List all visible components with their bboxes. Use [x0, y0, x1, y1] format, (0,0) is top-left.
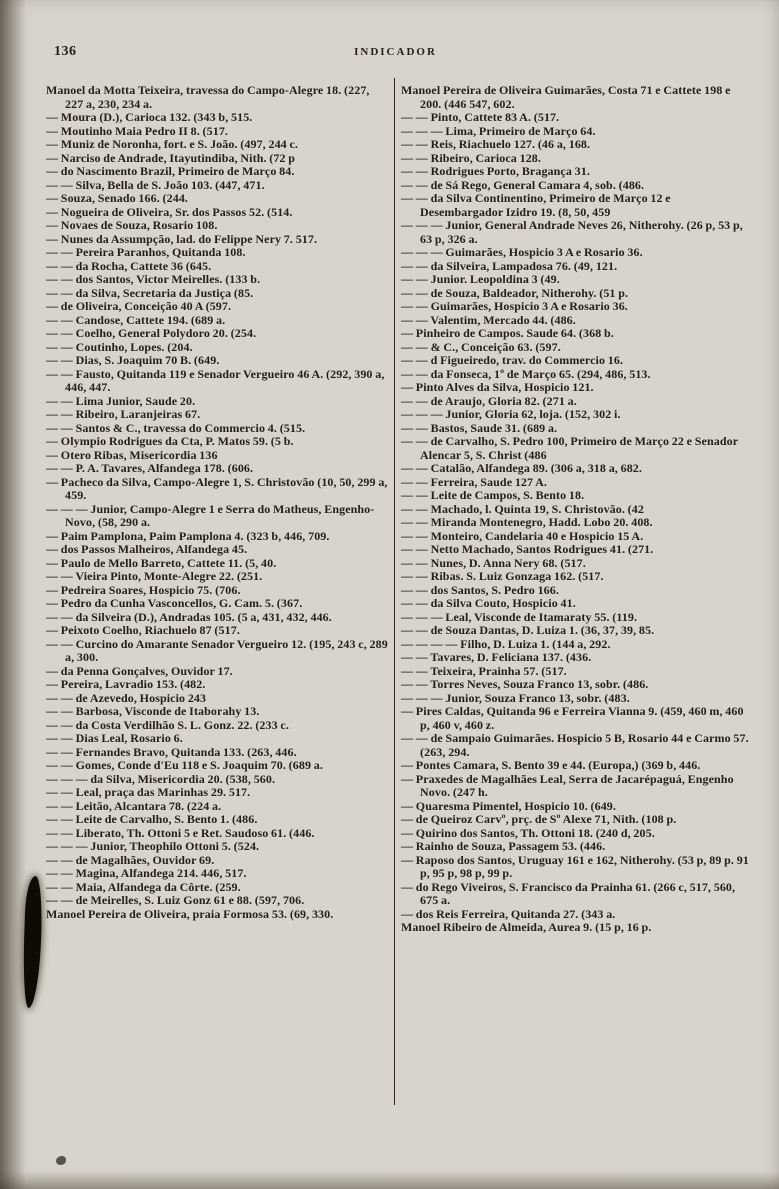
directory-entry: — — Torres Neves, Souza Franco 13, sobr. (486. [401, 677, 649, 691]
page-header [46, 44, 745, 64]
directory-entry: — Nogueira de Oliveira, Sr. dos Passos 52. (514. [46, 204, 293, 219]
directory-entry: — — — Junior, Gloria 62, loja. (152, 302 i. [401, 407, 621, 421]
directory-entry: — do Nascimento Brazil, Primeiro de Março 84. [46, 164, 295, 178]
left-column [46, 84, 394, 1133]
directory-entry: Manoel da Motta Teixeira, travessa do Campo-Alegre 18. (227, 227 a, 230, 234 a. [46, 84, 370, 111]
directory-entry: — — — da Silva, Misericordia 20. (538, 560. [46, 771, 276, 786]
directory-entry: — — de Souza, Baldeador, Nitherohy. (51 p. [401, 285, 629, 300]
directory-entry: — Narciso de Andrade, Itayutindiba, Nith. (72 p [46, 150, 296, 165]
directory-entry: — — Santos & C., travessa do Commercio 4. (515. [46, 420, 306, 435]
directory-entry: — — de Sampaio Guimarães. Hospicio 5 B, Rosario 44 e Carmo 57. (263, 294. [401, 731, 749, 759]
directory-entry: — — Catalão, Alfandega 89. (306 a, 318 a, 682. [401, 461, 642, 475]
directory-entry: — Moutinho Maia Pedro II 8. (517. [46, 123, 229, 138]
directory-entry: — Otero Ribas, Misericordia 136 [46, 447, 218, 462]
directory-entry: — — Leal, praça das Marinhas 29. 517. [46, 785, 251, 799]
directory-entry: — Pacheco da Silva, Campo-Alegre 1, S. Christovão (10, 50, 299 a, 459. [46, 474, 388, 502]
directory-entry: — — de Souza Dantas, D. Luiza 1. (36, 37, 39, 85. [401, 623, 655, 637]
directory-entry: — — — Junior, Theophilo Ottoni 5. (524. [46, 839, 260, 853]
directory-entry: — — Leite de Carvalho, S. Bento 1. (486. [46, 812, 258, 826]
directory-entry: — — dos Santos, Victor Meirelles. (133 b. [46, 272, 261, 286]
directory-entry: — dos Passos Malheiros, Alfandega 45. [46, 542, 248, 556]
directory-entry: — — da Silva Continentino, Primeiro de Março 12 e Desembargador Izidro 19. (8, 50, 459 [401, 191, 671, 219]
directory-entry: — Pires Caldas, Quitanda 96 e Ferreira Vianna 9. (459, 460 m, 460 p, 460 v, 460 z. [401, 704, 744, 732]
directory-entry: — — — Guimarães, Hospicio 3 A e Rosario 36. [401, 245, 643, 259]
binding-shadow [0, 0, 26, 1189]
directory-entry: — — Pinto, Cattete 83 A. (517. [401, 110, 560, 124]
directory-entry: — — Lima Junior, Saude 20. [46, 393, 196, 408]
directory-entry: — — de Magalhães, Ouvidor 69. [46, 852, 215, 867]
directory-entry: — — Ribas. S. Luiz Gonzaga 162. (517. [401, 569, 604, 583]
directory-entry: — — P. A. Tavares, Alfandega 178. (606. [46, 461, 254, 475]
directory-columns [46, 84, 749, 1133]
directory-entry: — — — Junior, Campo-Alegre 1 e Serra do Matheus, Engenho-Novo, (58, 290 a. [46, 501, 375, 529]
directory-entry: — Olympio Rodrigues da Cta, P. Matos 59. (5 b. [46, 434, 294, 448]
directory-entry: — Moura (D.), Carioca 132. (343 b, 515. [46, 110, 253, 124]
directory-entry: — — da Costa Verdilhão S. L. Gonz. 22. (233 c. [46, 717, 289, 732]
directory-entry: — Paulo de Mello Barreto, Cattete 11. (5, 40. [46, 555, 277, 570]
directory-entry: — — Curcino do Amarante Senador Vergueiro 12. (195, 243 c, 289 a, 300. [46, 636, 388, 664]
directory-entry: — — Machado, l. Quinta 19, S. Christovão. (42 [401, 501, 644, 516]
directory-entry: — — Dias Leal, Rosario 6. [46, 731, 183, 745]
directory-entry: — — — Junior, General Andrade Neves 26, Nitherohy. (26 p, 53 p, 63 p, 326 a. [401, 218, 743, 246]
directory-entry: — — Junior. Leopoldina 3 (49. [401, 272, 560, 286]
directory-entry: — — Ferreira, Saude 127 A. [401, 474, 548, 489]
ink-blot-artifact [22, 876, 44, 1009]
directory-entry: — — Liberato, Th. Ottoni 5 e Ret. Saudoso 61. (446. [46, 825, 315, 840]
directory-entry: — — Vieira Pinto, Monte-Alegre 22. (251. [46, 569, 263, 583]
directory-entry: — — d Figueiredo, trav. do Commercio 16. [401, 353, 624, 367]
directory-entry: — Pinto Alves da Silva, Hospicio 121. [401, 380, 594, 394]
directory-entry: — — Valentim, Mercado 44. (486. [401, 312, 576, 327]
directory-entry: — — Teixeira, Prainha 57. (517. [401, 663, 567, 678]
directory-entry: — — Barbosa, Visconde de Itaborahy 13. [46, 704, 260, 718]
directory-entry: — — Reis, Riachuelo 127. (46 a, 168. [401, 137, 591, 151]
directory-entry: — — — Lima, Primeiro de Março 64. [401, 123, 596, 138]
directory-entry: — — Ribeiro, Laranjeiras 67. [46, 407, 201, 421]
directory-entry: — Paim Pamplona, Paim Pamplona 4. (323 b, 446, 709. [46, 528, 330, 543]
directory-entry: — — — Leal, Visconde de Itamaraty 55. (119. [401, 609, 638, 624]
directory-entry: Manoel Ribeiro de Almeida, Aurea 9. (15 p, 16 p. [401, 920, 652, 934]
directory-entry: — — Leitão, Alcantara 78. (224 a. [46, 798, 222, 813]
directory-entry: — — Monteiro, Candelaria 40 e Hospicio 15 A. [401, 528, 644, 543]
scan-speck-artifact [56, 1156, 66, 1165]
directory-entry: — — — — Filho, D. Luiza 1. (144 a, 292. [401, 636, 611, 651]
directory-entry: — — Magina, Alfandega 214. 446, 517. [46, 866, 247, 880]
running-title: INDICADOR [354, 46, 437, 58]
directory-entry: — de Queiroz Carvº, prç. de Sº Alexe 71, Nith. (108 p. [401, 812, 677, 826]
directory-entry: — — Fernandes Bravo, Quitanda 133. (263, 446. [46, 744, 297, 759]
directory-entry: — — de Carvalho, S. Pedro 100, Primeiro de Março 22 e Senador Alencar 5, S. Christ (486 [401, 434, 738, 462]
directory-entry: — Pedro da Cunha Vasconcellos, G. Cam. 5. (367. [46, 596, 303, 610]
directory-entry: — — — Junior, Souza Franco 13, sobr. (483. [401, 690, 630, 705]
directory-entry: — Souza, Senado 166. (244. [46, 191, 189, 205]
page-number: 136 [54, 44, 77, 59]
directory-entry: — Praxedes de Magalhães Leal, Serra de Jacarépaguá, Engenho Novo. (247 h. [401, 771, 734, 799]
directory-entry: — — Rodrigues Porto, Bragança 31. [401, 164, 590, 178]
directory-entry: — Novaes de Souza, Rosario 108. [46, 218, 218, 232]
directory-entry: — — Coelho, General Polydoro 20. (254. [46, 326, 257, 340]
directory-entry: — — Guimarães, Hospicio 3 A e Rosario 36. [401, 299, 628, 313]
page-edge-shadow [0, 1171, 779, 1189]
directory-entry: — Raposo dos Santos, Uruguay 161 e 162, Nitherohy. (53 p, 89 p. 91 p, 95 p, 98 p, 99 p. [401, 852, 749, 880]
directory-entry: — — Tavares, D. Feliciana 137. (436. [401, 650, 592, 664]
directory-entry: — — Coutinho, Lopes. (204. [46, 339, 193, 354]
directory-entry: — — de Araujo, Gloria 82. (271 a. [401, 393, 577, 408]
directory-entry: — Muniz de Noronha, fort. e S. João. (497, 244 c. [46, 137, 298, 151]
directory-entry: — — Candose, Cattete 194. (689 a. [46, 312, 226, 327]
directory-entry: — dos Reis Ferreira, Quitanda 27. (343 a. [401, 906, 616, 921]
directory-entry: — — da Fonseca, 1º de Março 65. (294, 486, 513. [401, 366, 651, 381]
directory-entry: — — da Silveira (D.), Andradas 105. (5 a, 431, 432, 446. [46, 609, 332, 624]
directory-entry: — da Penna Gonçalves, Ouvidor 17. [46, 663, 233, 678]
directory-entry: — Quirino dos Santos, Th. Ottoni 18. (240 d, 205. [401, 825, 655, 840]
directory-entry: — — & C., Conceição 63. (597. [401, 339, 561, 354]
directory-entry: — — Fausto, Quitanda 119 e Senador Vergueiro 46 A. (292, 390 a, 446, 447. [46, 366, 385, 394]
directory-entry: — Pinheiro de Campos. Saude 64. (368 b. [401, 326, 614, 340]
directory-entry: — Pereira, Lavradio 153. (482. [46, 677, 206, 691]
directory-entry: — Rainho de Souza, Passagem 53. (446. [401, 839, 606, 853]
directory-entry: — — Dias, S. Joaquim 70 B. (649. [46, 353, 220, 367]
directory-entry: Manoel Pereira de Oliveira Guimarães, Costa 71 e Cattete 198 e 200. (446 547, 602. [401, 84, 731, 111]
directory-entry: — Pedreira Soares, Hospicio 75. (706. [46, 582, 241, 597]
directory-entry: — — Bastos, Saude 31. (689 a. [401, 420, 558, 435]
directory-entry: — — da Rocha, Cattete 36 (645. [46, 258, 212, 273]
directory-entry: — — da Silva Couto, Hospicio 41. [401, 596, 576, 610]
directory-entry: — — Maia, Alfandega da Côrte. (259. [46, 879, 241, 894]
directory-entry: — — Netto Machado, Santos Rodrigues 41. (271. [401, 542, 654, 556]
directory-entry: — Pontes Camara, S. Bento 39 e 44. (Europa,) (369 b, 446. [401, 758, 701, 772]
directory-entry: — — da Silveira, Lampadosa 76. (49, 121. [401, 258, 618, 273]
directory-entry: Manoel Pereira de Oliveira, praia Formosa 53. (69, 330. [46, 906, 334, 921]
directory-entry: — — Miranda Montenegro, Hadd. Lobo 20. 408. [401, 515, 653, 529]
directory-entry: — — Ribeiro, Carioca 128. [401, 150, 541, 165]
directory-entry: — Nunes da Assumpção, lad. do Felippe Nery 7. 517. [46, 231, 318, 246]
directory-entry: — — Gomes, Conde d'Eu 118 e S. Joaquim 70. (689 a. [46, 758, 323, 772]
directory-entry: — — de Meirelles, S. Luiz Gonz 61 e 88. (597, 706. [46, 893, 305, 907]
directory-entry: — — da Silva, Secretaria da Justiça (85. [46, 285, 254, 300]
directory-entry: — — de Azevedo, Hospicio 243 [46, 690, 207, 705]
right-column [395, 84, 749, 1133]
directory-entry: — — Leite de Campos, S. Bento 18. [401, 488, 585, 502]
directory-entry: — Peixoto Coelho, Riachuelo 87 (517. [46, 623, 240, 637]
directory-entry: — — Pereira Paranhos, Quitanda 108. [46, 245, 246, 259]
directory-entry: — Quaresma Pimentel, Hospicio 10. (649. [401, 798, 616, 813]
directory-entry: — — Silva, Bella de S. João 103. (447, 471. [46, 177, 265, 192]
directory-entry: — — de Sá Rego, General Camara 4, sob. (486. [401, 177, 645, 192]
directory-entry: — do Rego Viveiros, S. Francisco da Prainha 61. (266 c, 517, 560, 675 a. [401, 879, 736, 907]
directory-entry: — — dos Santos, S. Pedro 166. [401, 582, 559, 597]
directory-entry: — de Oliveira, Conceição 40 A (597. [46, 299, 232, 313]
directory-entry: — — Nunes, D. Anna Nery 68. (517. [401, 555, 586, 570]
